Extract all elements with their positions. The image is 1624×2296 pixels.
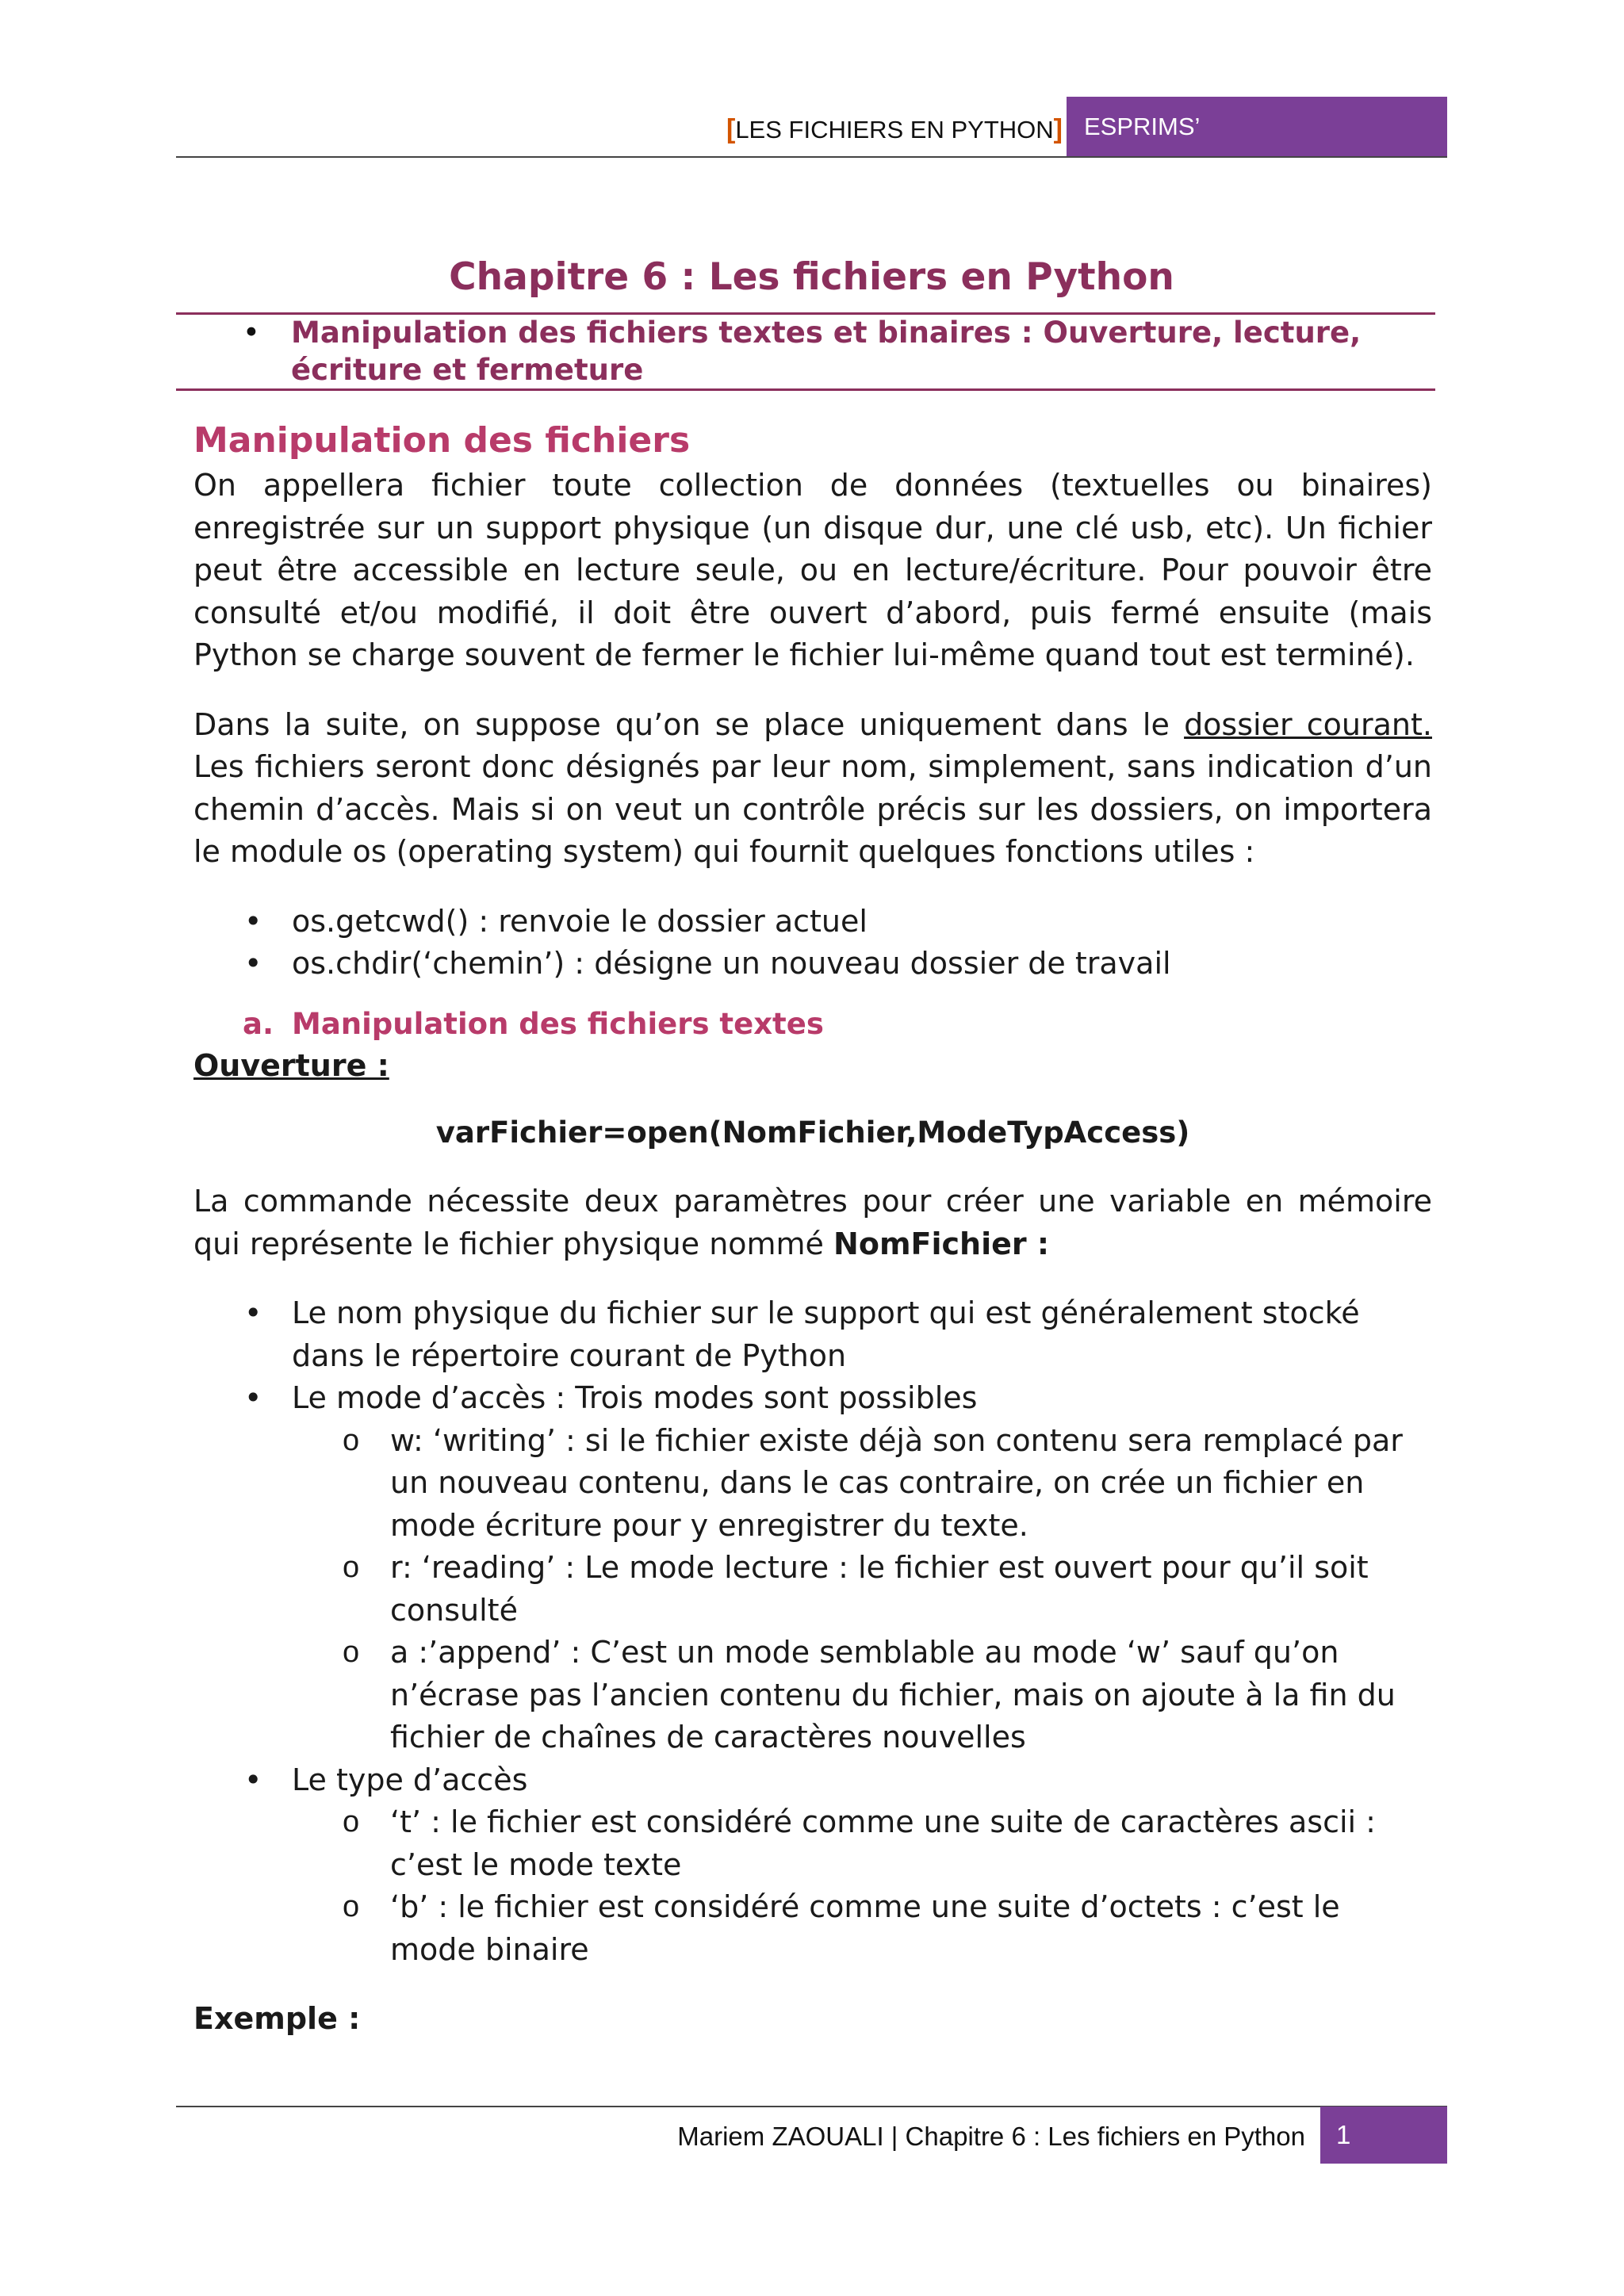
paragraph-commande: [193, 1181, 1432, 1265]
list-item-label: Le type d’accès: [292, 1762, 528, 1797]
dossier-courant-link: dossier courant.: [1184, 706, 1432, 742]
footer-text: Mariem ZAOUALI | Chapitre 6 : Les fichiers en Python: [677, 2122, 1305, 2151]
list-item: • os.getcwd() : renvoie le dossier actuel: [193, 901, 1432, 943]
types-list: [292, 1801, 1432, 1971]
open-syntax-code: varFichier=open(NomFichier,ModeTypAccess): [435, 1115, 1190, 1150]
list-item: • Le nom physique du fichier sur le support qui est généralement stocké dans le répertoire courant de Python: [193, 1292, 1432, 1377]
subsection-heading-a: [193, 1003, 1432, 1046]
header-divider: [176, 156, 1447, 158]
header-bracket-close: ]: [1053, 114, 1063, 144]
list-item-label: Le mode d’accès : Trois modes sont possibles: [292, 1380, 978, 1415]
list-item: [193, 1377, 1432, 1759]
paragraph-intro: On appellera fichier toute collection de données (textuelles ou binaires) enregistrée sur un support physique (un disque dur, une clé usb, etc). Un fichier peut être accessible en lecture seule, ou en lecture/écriture. Pour pouvoir être consulté et/ou modifié, il doit être ouvert d’abord, puis fermé ensuite (mais Python se charge souvent de fermer le fichier lui-même quand tout est terminé).: [193, 468, 1432, 672]
list-item: o ‘b’ : le fichier est considéré comme une suite d’octets : c’est le mode binaire: [292, 1886, 1432, 1971]
list-item: [193, 1759, 1432, 1972]
paragraph-dossier: [193, 704, 1432, 874]
title-rule-bottom: [176, 388, 1435, 391]
chapter-subtitle: Manipulation des fichiers textes et binaires : Ouverture, lecture, écriture et fermeture: [291, 316, 1362, 387]
exemple-label: Exemple :: [193, 2001, 361, 2036]
page-body: [193, 417, 1432, 2041]
paragraph-commande-text: La commande nécessite deux paramètres pour créer une variable en mémoire qui représente le fichier physique nommé: [193, 1184, 1432, 1261]
header-school-box: ESPRIMS’: [1067, 97, 1447, 157]
nomfichier-term: NomFichier :: [833, 1226, 1050, 1261]
os-functions-list: [193, 901, 1432, 985]
page-number: 1: [1320, 2107, 1447, 2164]
subsection-title: Manipulation des fichiers textes: [292, 1006, 824, 1041]
ouverture-label: Ouverture :: [193, 1048, 389, 1083]
subsection-number: a.: [243, 1006, 274, 1041]
list-item: o w: ‘writing’ : si le fichier existe déjà son contenu sera remplacé par un nouveau contenu, dans le cas contraire, on crée un fichier en mode écriture pour y enregistrer du texte.: [292, 1420, 1432, 1548]
section-heading-manipulation: Manipulation des fichiers: [193, 420, 691, 461]
paragraph-dossier-part2: Les fichiers seront donc désignés par leur nom, simplement, sans indication d’un chemin d’accès. Mais si on veut un contrôle précis sur les dossiers, on importera le module os (operating system) qui fournit quelques fonctions utiles :: [193, 749, 1432, 869]
running-header-title: [726, 101, 1063, 157]
footer-divider: [176, 2106, 1447, 2107]
modes-list: [292, 1420, 1432, 1759]
header-bracket-open: [: [726, 114, 736, 144]
chapter-title: Chapitre 6 : Les fichiers en Python: [449, 255, 1174, 299]
list-item: • os.chdir(‘chemin’) : désigne un nouveau dossier de travail: [193, 943, 1432, 985]
list-item: o r: ‘reading’ : Le mode lecture : le fichier est ouvert pour qu’il soit consulté: [292, 1547, 1432, 1632]
paragraph-dossier-part1: Dans la suite, on suppose qu’on se place uniquement dans le: [193, 706, 1185, 742]
list-item: o a :’append’ : C’est un mode semblable au mode ‘w’ sauf qu’on n’écrase pas l’ancien contenu du fichier, mais on ajoute à la fin du fichier de chaînes de caractères nouvelles: [292, 1632, 1432, 1759]
header-title-text: LES FICHIERS EN PYTHON: [735, 116, 1054, 144]
list-item: o ‘t’ : le fichier est considéré comme une suite de caractères ascii : c’est le mode texte: [292, 1801, 1432, 1886]
parameters-list: [193, 1292, 1432, 1971]
subtitle-bullet: •: [243, 316, 260, 350]
